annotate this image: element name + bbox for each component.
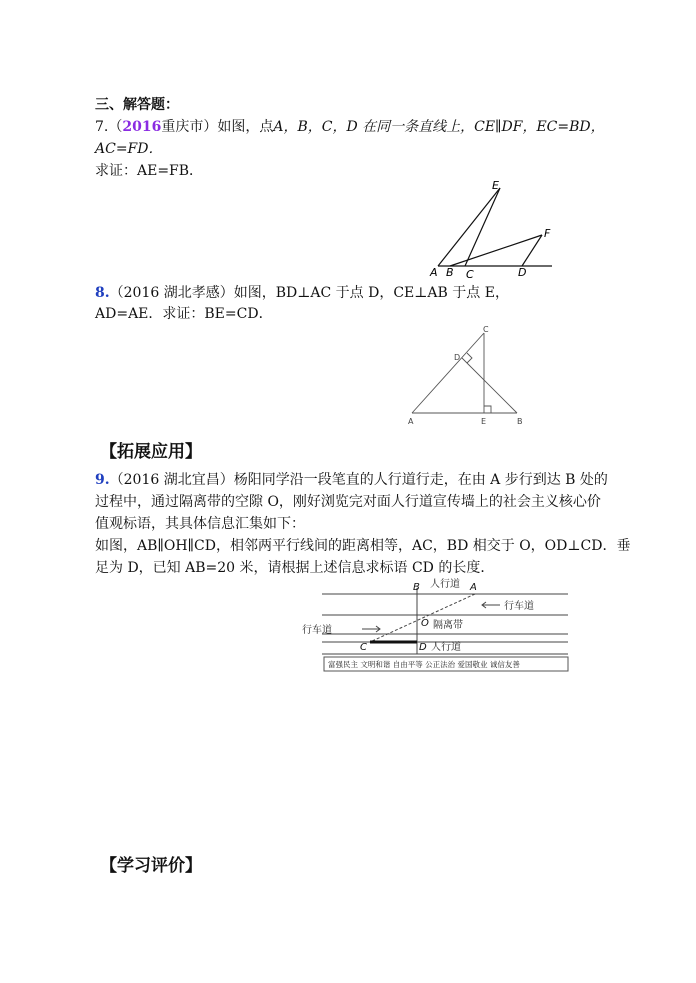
q7-number: 7.: [95, 119, 109, 135]
q7-year: 2016: [122, 119, 162, 135]
q7-text-1: A，B，C，D 在同一条直线上，CE∥DF，EC=BD，: [273, 119, 605, 135]
question-7-line-1: [95, 117, 605, 137]
question-7-prove: 求证：AE=FB．: [95, 163, 204, 179]
q9-label-D: D: [419, 642, 427, 653]
q7-open: （: [108, 119, 123, 135]
q9-text-1: （2016 湖北宜昌）杨阳同学沿一段笔直的人行道行走，在由 A 步行到达 B 处的: [109, 472, 608, 488]
q9-label-B: B: [413, 582, 420, 593]
section-heading-evaluation: 【学习评价】: [100, 856, 202, 876]
q7-label-F: F: [544, 227, 551, 240]
q9-label-sidewalk-bottom: 人行道: [431, 642, 461, 653]
q9-label-lane-left: 行车道: [302, 625, 332, 636]
q7-label-B: B: [446, 266, 454, 279]
question-7-line-2: AC=FD．: [95, 141, 163, 157]
figure-q9: [300, 578, 572, 673]
question-9-line-4: 如图，AB∥OH∥CD，相邻两平行线间的距离相等，AC，BD 相交于 O，OD⊥CD．垂: [95, 538, 631, 554]
q7-label-D: D: [518, 266, 527, 279]
question-9-line-5: 足为 D，已知 AB=20 米，请根据上述信息求标语 CD 的长度．: [95, 560, 495, 576]
q9-label-C: C: [360, 642, 367, 653]
q7-label-A: A: [430, 266, 438, 279]
question-9-line-1: [95, 470, 608, 490]
q9-slogan-wall: 富强民主 文明和谐 自由平等 公正法治 爱国敬业 诚信友善: [328, 660, 520, 669]
q8-label-C: C: [483, 325, 489, 334]
question-9-line-3: 值观标语，其具体信息汇集如下：: [95, 516, 305, 532]
q9-label-O: O: [421, 618, 429, 629]
q9-label-A: A: [470, 582, 477, 593]
q8-label-A: A: [408, 417, 414, 426]
q9-label-lane-right: 行车道: [504, 601, 534, 612]
q8-label-E: E: [481, 417, 487, 426]
q9-number: 9.: [95, 472, 110, 488]
figure-q8: [405, 322, 535, 430]
q8-label-B: B: [517, 417, 523, 426]
q7-source: 重庆市）如图，点: [161, 119, 274, 135]
question-8-line-2: AD=AE．求证：BE=CD．: [95, 306, 273, 322]
section-heading-extend: 【拓展应用】: [100, 442, 202, 462]
q8-label-D: D: [454, 353, 461, 362]
q7-label-E: E: [492, 179, 499, 192]
figure-q7: [420, 178, 560, 280]
question-9-line-2: 过程中，通过隔离带的空隙 O，刚好浏览完对面人行道宣传墙上的社会主义核心价: [95, 494, 601, 510]
q9-label-sidewalk-top: 人行道: [430, 579, 460, 590]
q9-label-median: 隔离带: [433, 620, 463, 631]
q7-label-C: C: [466, 268, 474, 280]
q8-number: 8.: [95, 285, 110, 301]
question-8-line-1: [95, 283, 509, 303]
section-heading-solve: 三、解答题：: [95, 97, 179, 113]
q8-text-1: （2016 湖北孝感）如图，BD⊥AC 于点 D，CE⊥AB 于点 E，: [109, 285, 509, 301]
